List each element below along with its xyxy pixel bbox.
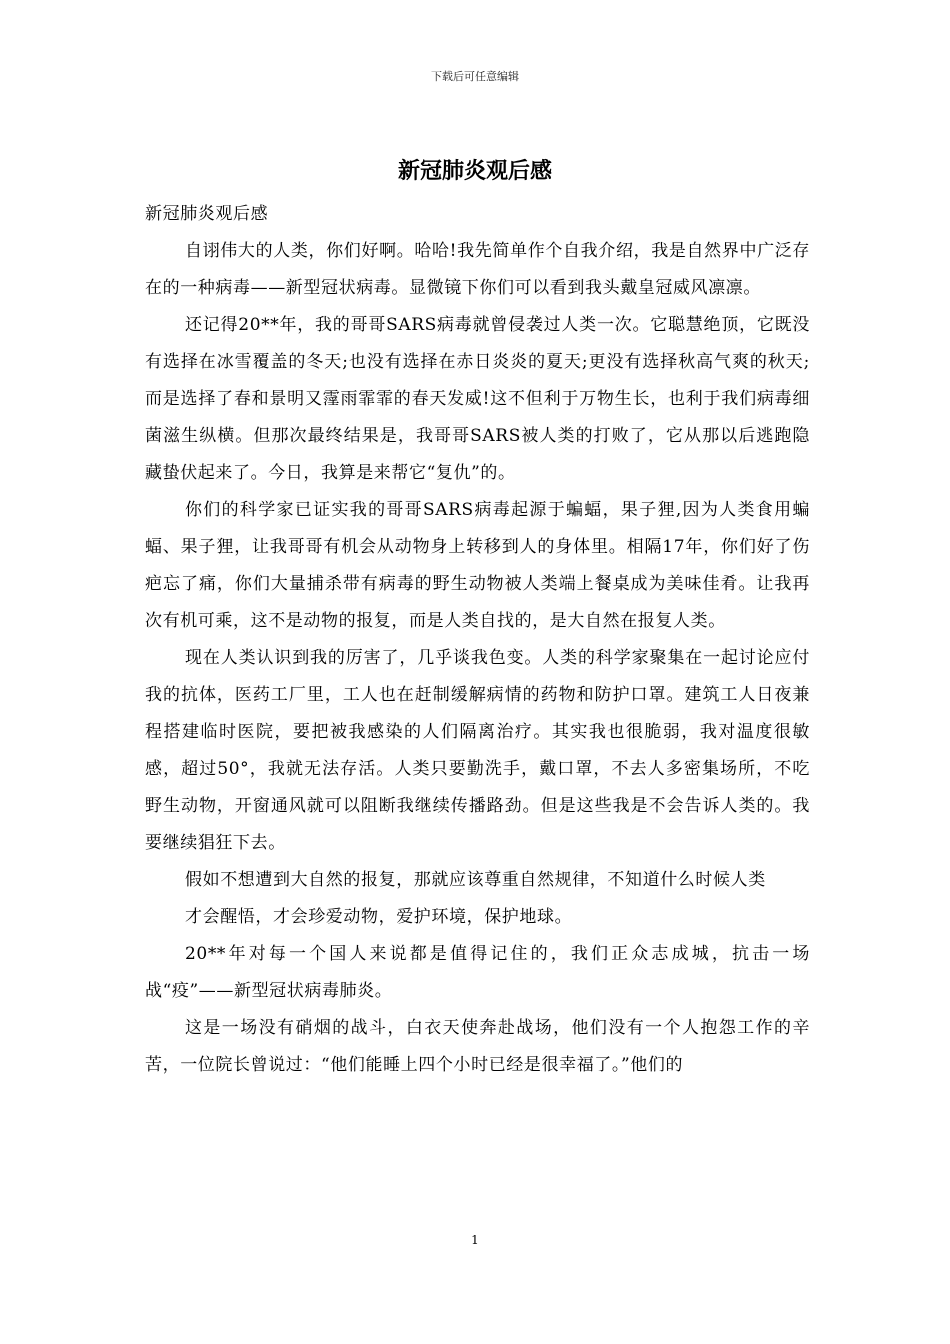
- paragraph: 这是一场没有硝烟的战斗，白衣天使奔赴战场，他们没有一个人抱怨工作的辛苦，一位院长曾说过：“他们能睡上四个小时已经是很幸福了。”他们的: [145, 1018, 810, 1075]
- paragraph: 自诩伟大的人类，你们好啊。哈哈!我先简单作个自我介绍，我是自然界中广泛存在的一种病毒——新型冠状病毒。显微镜下你们可以看到我头戴皇冠威风凛凛。: [145, 241, 810, 298]
- page-header-note: 下载后可任意编辑: [431, 70, 519, 83]
- document-title: 新冠肺炎观后感: [397, 158, 552, 184]
- paragraph: 现在人类认识到我的厉害了，几乎谈我色变。人类的科学家聚集在一起讨论应付我的抗体，医药工厂里，工人也在赶制缓解病情的药物和防护口罩。建筑工人日夜兼程搭建临时医院，要把被我感染的人们隔离治疗。其实我也很脆弱，我对温度很敏感，超过50°，我就无法存活。人类只要勤洗手，戴口罩，不去人多密集场所，不吃野生动物，开窗通风就可以阻断我继续传播路劲。但是这些我是不会告诉人类的。我要继续猖狂下去。: [145, 648, 810, 853]
- page-number: 1: [471, 1233, 479, 1247]
- paragraph-subtitle: 新冠肺炎观后感: [145, 204, 269, 224]
- paragraph: 20**年对每一个国人来说都是值得记住的，我们正众志成城，抗击一场战“疫”——新型冠状病毒肺炎。: [145, 944, 810, 1001]
- paragraph: 还记得20**年，我的哥哥SARS病毒就曾侵袭过人类一次。它聪慧绝顶，它既没有选择在冰雪覆盖的冬天;也没有选择在赤日炎炎的夏天;更没有选择秋高气爽的秋天;而是选择了春和景明又霪雨霏霏的春天发威!这不但利于万物生长，也利于我们病毒细菌滋生纵横。但那次最终结果是，我哥哥SARS被人类的打败了，它从那以后逃跑隐藏蛰伏起来了。今日，我算是来帮它“复仇”的。: [145, 315, 810, 483]
- paragraph: 你们的科学家已证实我的哥哥SARS病毒起源于蝙蝠，果子狸,因为人类食用蝙蝠、果子狸，让我哥哥有机会从动物身上转移到人的身体里。相隔17年，你们好了伤疤忘了痛，你们大量捕杀带有病毒的野生动物被人类端上餐桌成为美味佳肴。让我再次有机可乘，这不是动物的报复，而是人类自找的，是大自然在报复人类。: [145, 500, 810, 631]
- document-body: [145, 196, 810, 1084]
- paragraph: 才会醒悟，才会珍爱动物，爱护环境，保护地球。: [185, 907, 573, 927]
- paragraph: 假如不想遭到大自然的报复，那就应该尊重自然规律，不知道什么时候人类: [185, 870, 766, 890]
